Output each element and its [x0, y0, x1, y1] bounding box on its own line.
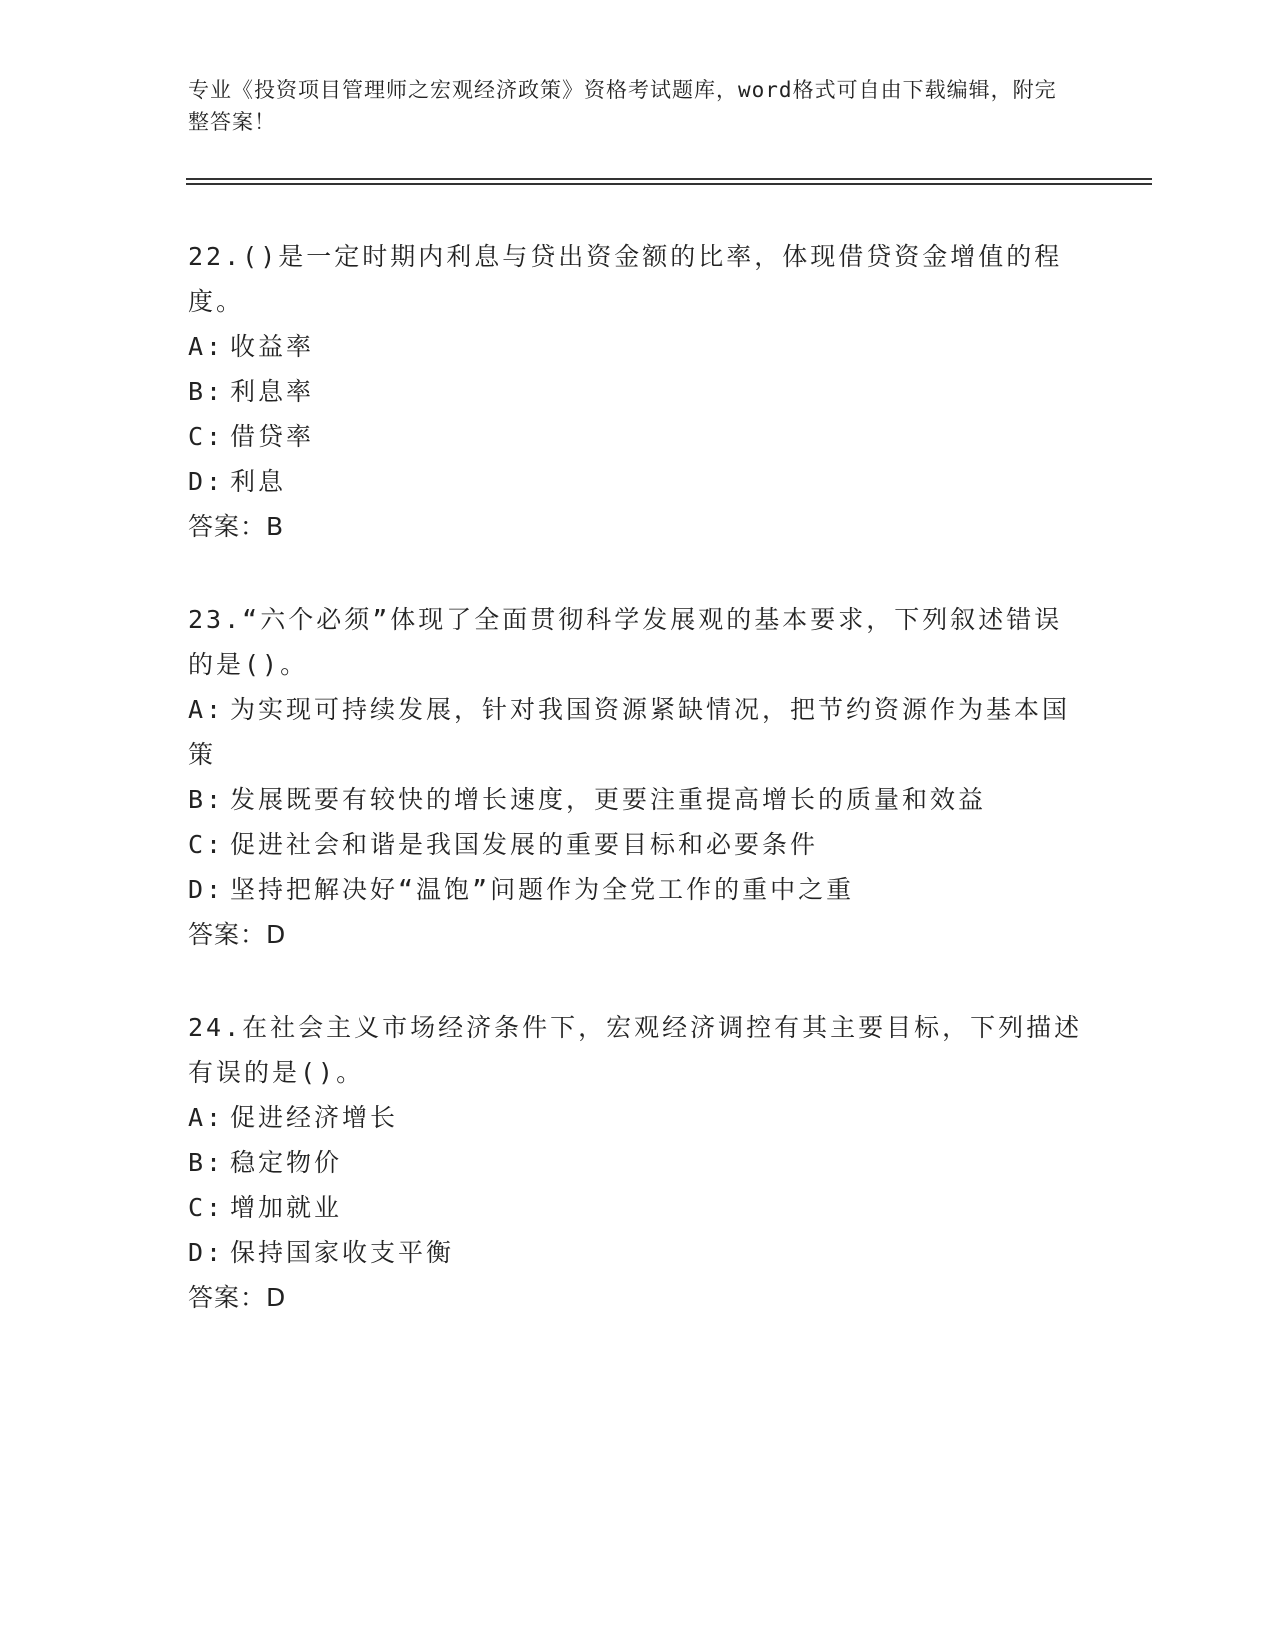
option-d	[188, 1230, 1088, 1275]
answer-line: 答案：D	[188, 1283, 287, 1312]
option-letter: D:	[188, 467, 225, 496]
option-d	[188, 459, 1088, 504]
option-c	[188, 1185, 1088, 1230]
option-text: 借贷率	[230, 422, 315, 451]
option-letter: B:	[188, 785, 225, 814]
option-letter: C:	[188, 830, 225, 859]
option-text: 收益率	[230, 332, 315, 361]
option-letter: C:	[188, 422, 225, 451]
option-text: 发展既要有较快的增长速度，更要注重提高增长的质量和效益	[230, 785, 987, 814]
option-c	[188, 414, 1088, 459]
question-22	[188, 234, 1088, 550]
header-rule-top	[186, 178, 1152, 180]
option-letter: A:	[188, 332, 225, 361]
option-text: 保持国家收支平衡	[230, 1238, 455, 1267]
answer-line: 答案：D	[188, 920, 287, 949]
option-text: 为实现可持续发展，针对我国资源紧缺情况，把节约资源作为基本国策	[188, 695, 1071, 769]
option-text: 增加就业	[230, 1193, 343, 1222]
option-text: 促进社会和谐是我国发展的重要目标和必要条件	[230, 830, 819, 859]
option-letter: C:	[188, 1193, 225, 1222]
option-b	[188, 369, 1088, 414]
option-a	[188, 324, 1088, 369]
header-rule-bottom	[186, 183, 1152, 185]
option-a	[188, 687, 1088, 777]
option-letter: A:	[188, 1103, 225, 1132]
option-a	[188, 1095, 1088, 1140]
option-letter: A:	[188, 695, 225, 724]
option-text: 坚持把解决好“温饱”问题作为全党工作的重中之重	[230, 875, 855, 904]
option-d	[188, 867, 1088, 912]
option-letter: B:	[188, 377, 225, 406]
option-c	[188, 822, 1088, 867]
answer-line: 答案：B	[188, 512, 285, 541]
question-stem: 22.()是一定时期内利息与贷出资金额的比率，体现借贷资金增值的程度。	[188, 242, 1063, 316]
option-letter: B:	[188, 1148, 225, 1177]
option-text: 稳定物价	[230, 1148, 343, 1177]
question-stem: 23.“六个必须”体现了全面贯彻科学发展观的基本要求，下列叙述错误的是()。	[188, 605, 1063, 679]
question-24	[188, 1005, 1088, 1321]
option-letter: D:	[188, 875, 225, 904]
option-b	[188, 777, 1088, 822]
option-text: 利息	[230, 467, 287, 496]
option-letter: D:	[188, 1238, 225, 1267]
document-header: 专业《投资项目管理师之宏观经济政策》资格考试题库，word格式可自由下载编辑，附完整答案！	[188, 78, 1057, 134]
option-text: 利息率	[230, 377, 315, 406]
question-23	[188, 597, 1088, 958]
option-text: 促进经济增长	[230, 1103, 399, 1132]
question-stem: 24.在社会主义市场经济条件下，宏观经济调控有其主要目标，下列描述有误的是()。	[188, 1013, 1083, 1087]
option-b	[188, 1140, 1088, 1185]
